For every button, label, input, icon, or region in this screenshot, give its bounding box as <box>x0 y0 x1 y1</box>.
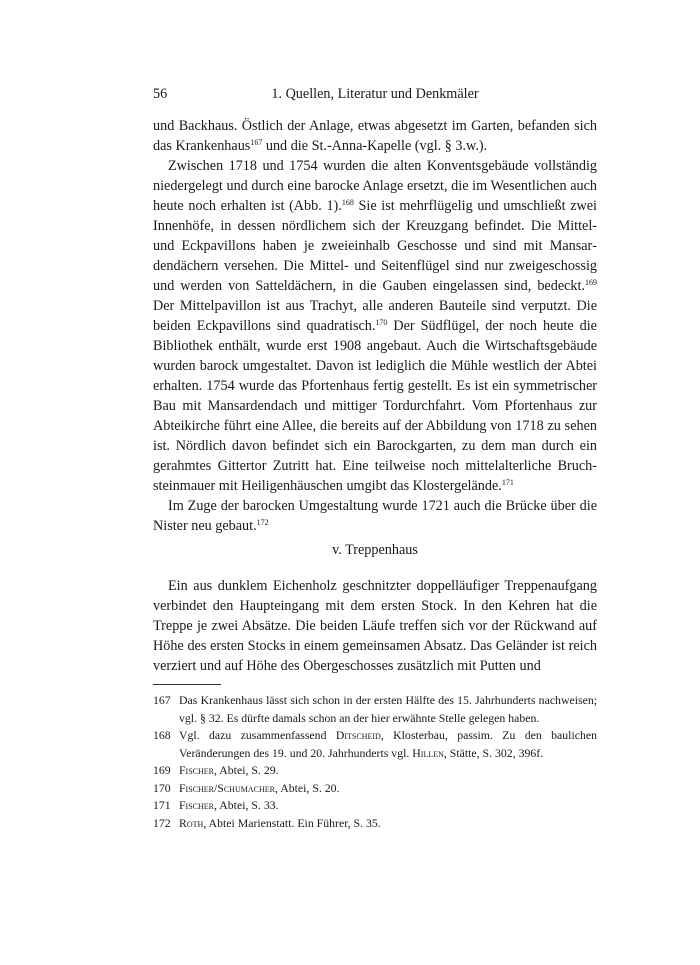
footnote-167 <box>153 692 597 727</box>
footnote-number: 172 <box>153 815 171 830</box>
author-name: Fischer/Schumacher <box>179 780 275 795</box>
footnote-ref-171[interactable]: 171 <box>501 478 514 487</box>
footnote-ref-167[interactable]: 167 <box>250 138 263 147</box>
running-head: 1. Quellen, Literatur und Denkmäler <box>271 86 479 102</box>
paragraph-3: Im Zuge der barocken Umgestaltung wurde 1721 auch die Brücke über die Nister neu gebaut.$^{172}$ <box>153 498 597 534</box>
footnote-number: 168 <box>153 728 171 742</box>
footnote-number: 171 <box>153 798 171 812</box>
footnote-170: 170 Fischer/Schumacher, Abtei, S. 20. <box>153 780 597 798</box>
author-name: Ditscheid <box>335 728 381 742</box>
section-paragraph-1: Ein aus dunklem Eichenholz geschnitzter doppelläufiger Treppenaufgang verbindet den Haupteingang mit dem ersten Stock. In den Kehren hat die Treppe je zwei Absätze. Die beiden Läufe treffen sich vor der Rückwand auf Höhe des ersten Stocks in einem gemeinsamen Absatz. Das Geländer ist reich verziert und auf Höhe des Obergeschosses zusätzlich mit Putten und <box>153 578 597 674</box>
footnote-number: 167 <box>153 693 171 707</box>
footnotes <box>153 692 597 832</box>
footnote-169: 169 Fischer, Abtei, S. 29. <box>153 762 597 780</box>
paragraph-2: Zwischen 1718 und 1754 wurden die alten Konventsgebäude vollständig niedergelegt und durch eine barocke Anlage ersetzt, die im Wesentlichen auch heute noch erhalten ist (Abb. 1).$^{168}$ Sie ist mehrflügelig und umschließt zwei Innenhöfe, in dessen nördlichem sich der Kreuzgang befindet. Die Mittel- und Eckpavillons haben je zweieinhalb Geschosse und sind mit Mansardendächern versehen. Die Mittel- und Seitenflügel sind nur zweigeschossig und werden von Satteldächern, in die Gauben eingelassen sind, bedeckt.$^{169}$ Der Mittelpavillon ist aus Trachyt, alle anderen Bauteile sind verputzt. Die beiden Eckpavillons sind quadratisch.$^{170}$ Der Südflügel, der noch heute die Bibliothek enthält, wurde erst 1908 angebaut. Auch die Wirtschaftsgebäude wurden barock umgestaltet. Davon ist lediglich die Mühle westlich der Abtei erhalten. 1754 wurde das Pfortenhaus fertig gestellt. Es ist ein symmetrischer Bau mit Mansardendach und mittiger Tordurchfahrt. Vom Pfortenhaus zur Abteikirche führt eine Allee, die bereits auf der Abbildung von 1718 zu sehen ist. Nördlich davon befindet sich ein Barockgarten, zu dem man durch ein gerahmtes Gittertor Zutritt hat. Eine teilweise noch mittelalterliche Bruchsteinmauer mit Heiligenhäuschen umgibt das Klostergelände.$^{171}$ <box>153 158 597 494</box>
page-number: 56 <box>153 86 168 102</box>
page-header <box>153 84 597 104</box>
footnote-number: 169 <box>153 763 171 777</box>
author-name: Fischer <box>179 763 215 777</box>
main-text <box>153 116 597 536</box>
author-name: Fischer <box>179 798 215 812</box>
paragraph-1: und Backhaus. Östlich der Anlage, etwas abgesetzt im Garten, befanden sich das Krankenhaus$^{167}$ und die St.-Anna-Kapelle (vgl. § 3.w.). <box>153 118 597 154</box>
footnote-171: 171 Fischer, Abtei, S. 33. <box>153 797 597 815</box>
footnote-number: 170 <box>153 780 171 795</box>
footnote-ref-168[interactable]: 168 <box>341 198 354 207</box>
section-heading: v. Treppenhaus <box>332 542 418 558</box>
footnote-ref-170[interactable]: 170 <box>375 318 388 327</box>
footnote-text: Das Krankenhaus lässt sich schon in der ersten Hälfte des 15. Jahrhunderts nachweisen; vgl. § 32. Es dürfte damals schon an der hier erwähnte Stelle gelegen haben. <box>179 693 597 725</box>
footnote-divider <box>153 684 221 685</box>
footnote-ref-169[interactable]: 169 <box>585 278 597 287</box>
section-text <box>153 576 597 676</box>
author-name: Hillen <box>412 745 444 760</box>
footnote-168: 168 Vgl. dazu zusammenfassend Ditscheid, Klosterbau, passim. Zu den baulichen Veränderungen des 19. und 20. Jahrhunderts vgl. Hillen, Stätte, S. 302, 396f. <box>153 728 598 760</box>
author-name: Roth <box>179 815 204 830</box>
footnote-172: 172 Roth, Abtei Marienstatt. Ein Führer, S. 35. <box>153 815 597 833</box>
footnote-ref-172[interactable]: 172 <box>256 518 269 527</box>
